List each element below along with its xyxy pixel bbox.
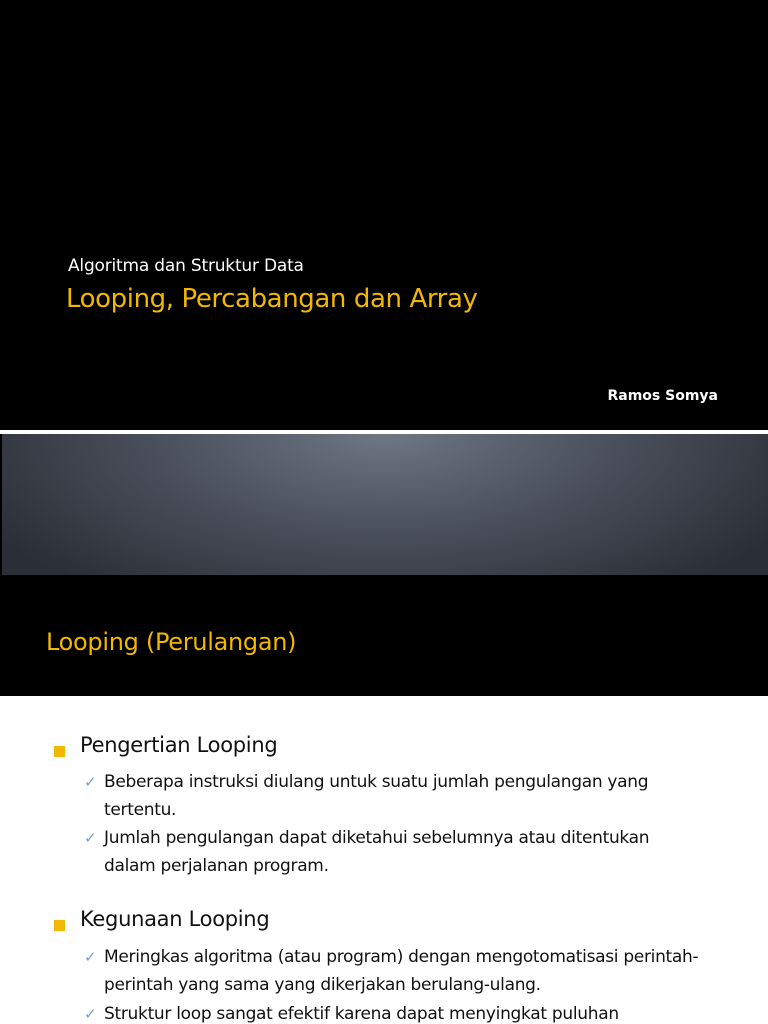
bullet-heading-kegunaan [54,907,270,931]
sub-item-text: Beberapa instruksi diulang untuk suatu jumlah pengulangan yang tertentu. [104,772,649,820]
checkmark-icon: ✓ [84,948,97,966]
square-bullet-icon [54,746,65,757]
sub-item [84,824,724,880]
sub-item [84,943,724,999]
sub-item [84,768,724,824]
checkmark-icon: ✓ [84,1005,97,1023]
bullet-heading-text: Pengertian Looping [80,733,278,757]
sub-item-text: Meringkas algoritma (atau program) dengan mengotomatisasi perintah-perintah yang sama yang dikerjakan berulang-ulang. [104,947,699,995]
checkmark-icon: ✓ [84,829,97,847]
slide-title: Looping, Percabangan dan Array [66,284,478,314]
sub-item-text: Jumlah pengulangan dapat diketahui sebelumnya atau ditentukan dalam perjalanan program. [104,828,650,876]
sub-item-text: Struktur loop sangat efektif karena dapat menyingkat puluhan [104,1004,619,1024]
section-slide [0,434,768,696]
bullet-heading-text: Kegunaan Looping [80,907,270,931]
header-gradient-band [2,434,768,575]
slide-subtitle: Algoritma dan Struktur Data [68,256,304,276]
slide-author: Ramos Somya [607,388,718,404]
bullet-heading-pengertian [54,733,278,757]
square-bullet-icon [54,920,65,931]
title-slide [0,0,768,430]
checkmark-icon: ✓ [84,773,97,791]
content-slide [0,700,768,1024]
sub-item [84,1000,724,1024]
section-title: Looping (Perulangan) [46,628,297,656]
